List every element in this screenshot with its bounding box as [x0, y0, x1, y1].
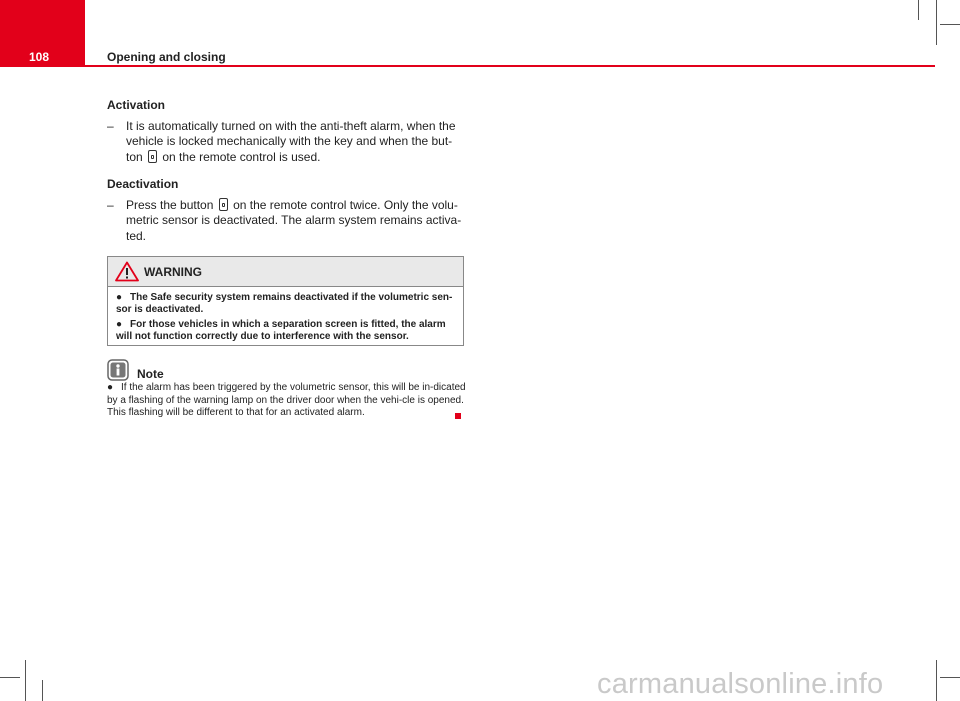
warning-box — [107, 256, 464, 346]
crop-mark — [936, 660, 937, 701]
crop-mark — [25, 660, 26, 701]
crop-mark — [918, 0, 919, 20]
activation-heading: Activation — [107, 98, 166, 112]
note-body — [107, 382, 469, 420]
crop-mark — [936, 0, 937, 45]
deactivation-step — [107, 198, 465, 245]
activation-text-start: It is automatically turned on with the anti-theft alarm, when the vehicle is locked mechanically with the key and when the but-ton — [126, 118, 456, 164]
warning-item — [116, 319, 455, 343]
key-lock-icon — [148, 150, 157, 163]
warning-title: WARNING — [144, 265, 202, 279]
deactivation-heading: Deactivation — [107, 177, 179, 191]
crop-mark — [42, 680, 43, 701]
deactivation-text-end: on the remote control twice. Only the volu-metric sensor is deactivated. The alarm system remains activa-ted. — [126, 197, 462, 243]
note-text: If the alarm has been triggered by the volumetric sensor, this will be in-dicated by a flashing of the warning lamp on the driver door when the vehi-cle is opened. This flashing will be different to that for an activated alarm. — [107, 382, 466, 418]
dash-marker: – — [107, 197, 114, 212]
main-content — [107, 98, 465, 256]
warning-item-text: For those vehicles in which a separation screen is fitted, the alarm will not function correctly due to interference with the sensor. — [116, 319, 446, 342]
crop-mark — [0, 677, 20, 678]
bullet: ● — [107, 382, 114, 393]
section-title: Opening and closing — [107, 50, 226, 64]
bullet: ● — [116, 319, 123, 330]
crop-mark — [940, 24, 960, 25]
header-rule — [0, 65, 935, 67]
activation-step — [107, 119, 465, 166]
warning-item-text: The Safe security system remains deactivated if the volumetric sen-sor is deactivated. — [116, 292, 453, 315]
key-lock-icon — [219, 198, 228, 211]
info-note-icon — [107, 359, 129, 381]
warning-triangle-icon — [115, 261, 139, 282]
warning-body — [108, 287, 463, 343]
deactivation-text-start: Press the button — [126, 197, 214, 212]
bullet: ● — [116, 292, 123, 303]
section-end-marker — [455, 413, 461, 419]
dash-marker: – — [107, 118, 114, 133]
watermark: carmanualsonline.info — [597, 668, 884, 700]
warning-item — [116, 292, 455, 316]
warning-header — [108, 257, 463, 287]
activation-text-end: on the remote control is used. — [162, 149, 321, 164]
page-number: 108 — [29, 50, 50, 64]
crop-mark — [940, 677, 960, 678]
note-title: Note — [137, 367, 164, 381]
